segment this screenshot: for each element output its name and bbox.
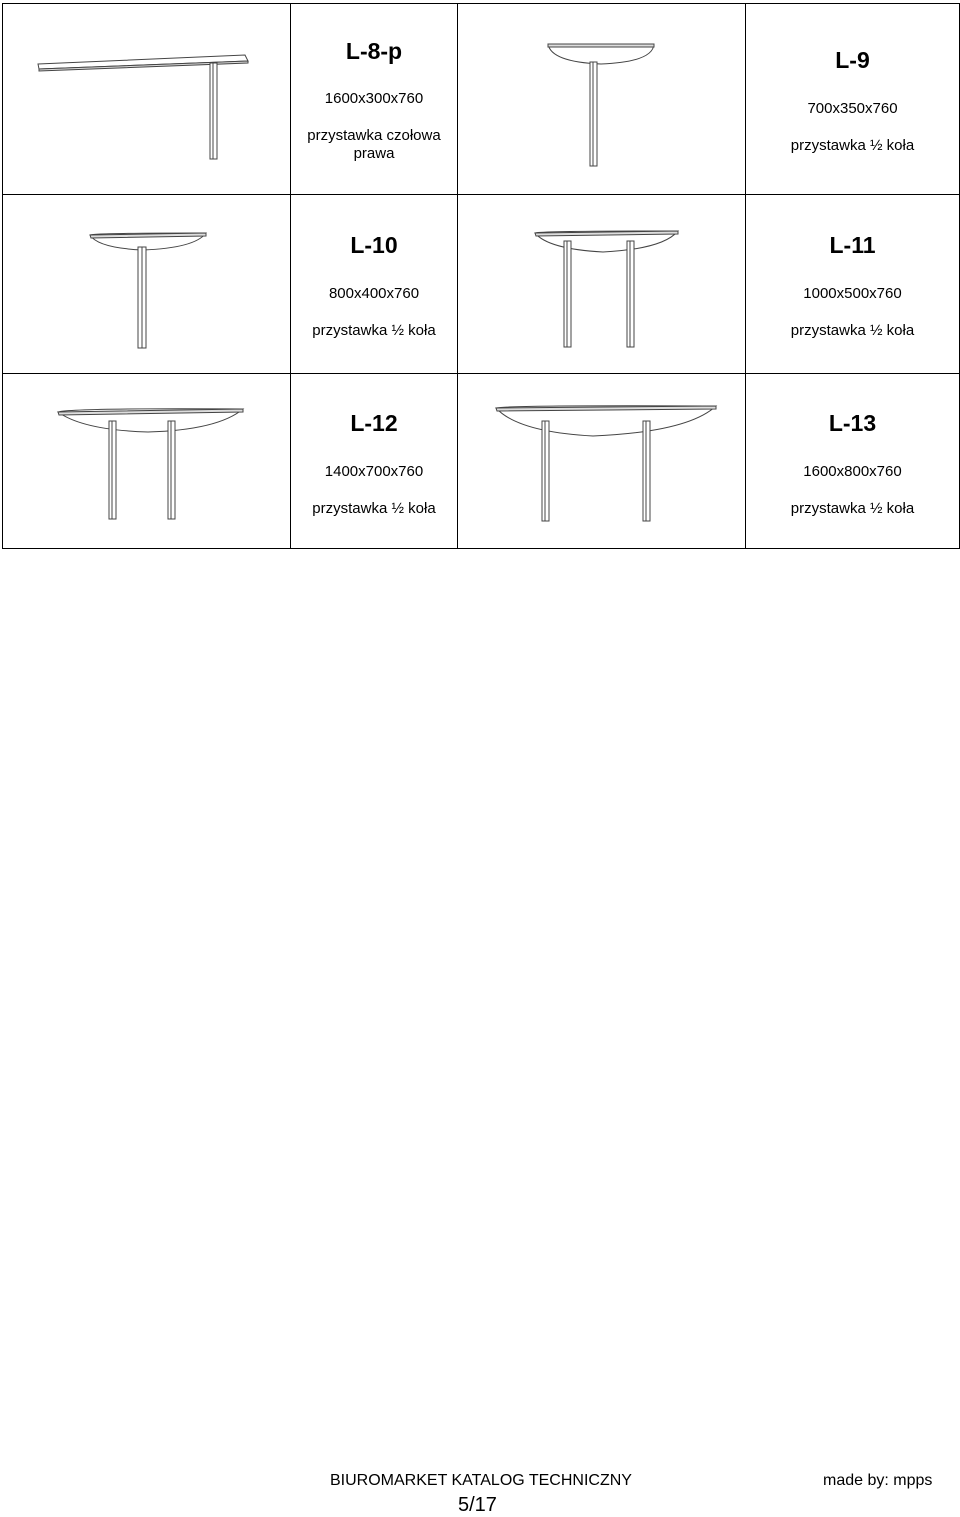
- half-circle-table-drawing: [3, 374, 291, 548]
- product-info-l-8-p: [291, 4, 458, 194]
- product-dimensions: 1000x500x760: [803, 285, 902, 302]
- product-info-l-13: [746, 374, 959, 548]
- product-description: przystawka ½ koła: [312, 322, 436, 339]
- product-dimensions: 1400x700x760: [324, 463, 424, 480]
- product-drawing-l-9: [458, 4, 746, 194]
- product-code: L-11: [829, 232, 876, 258]
- product-info-l-10: [291, 195, 458, 373]
- product-drawing-l-13: [458, 374, 746, 548]
- product-drawing-l-12: [3, 374, 291, 548]
- table-row: [3, 374, 959, 548]
- half-circle-table-drawing: [458, 374, 746, 548]
- product-code: L-9: [835, 47, 870, 73]
- product-description: przystawka ½ koła: [312, 500, 436, 517]
- product-info-l-9: [746, 4, 959, 194]
- product-description: przystawka ½ koła: [790, 137, 915, 154]
- table-row: [3, 4, 959, 195]
- table-row: [3, 195, 959, 374]
- product-code: L-12: [350, 410, 398, 436]
- product-drawing-l-10: [3, 195, 291, 373]
- product-dimensions: 700x350x760: [807, 100, 898, 117]
- product-description: prawa: [353, 145, 395, 162]
- product-code: L-10: [350, 232, 398, 258]
- half-circle-table-drawing: [458, 4, 746, 195]
- product-info-l-12: [291, 374, 458, 548]
- product-dimensions: 1600x800x760: [803, 463, 902, 480]
- half-circle-table-drawing: [3, 195, 291, 374]
- product-dimensions: 1600x300x760: [324, 90, 424, 107]
- product-description: przystawka czołowa: [307, 127, 441, 144]
- product-code: L-8-p: [345, 38, 403, 64]
- product-drawing-l-8-p: [3, 4, 291, 194]
- front-extension-table-drawing: [3, 4, 291, 195]
- product-description: przystawka ½ koła: [790, 322, 915, 339]
- product-description: przystawka ½ koła: [790, 500, 915, 517]
- product-table: [2, 3, 960, 549]
- product-code: L-13: [828, 410, 877, 436]
- product-drawing-l-11: [458, 195, 746, 373]
- product-info-l-11: [746, 195, 959, 373]
- page-number: 5/17: [458, 1494, 497, 1516]
- half-circle-table-drawing: [458, 195, 746, 374]
- footer-catalog-title: BIUROMARKET KATALOG TECHNICZNY: [330, 1472, 632, 1489]
- footer-made-by: made by: mpps: [823, 1472, 933, 1489]
- product-dimensions: 800x400x760: [328, 285, 420, 302]
